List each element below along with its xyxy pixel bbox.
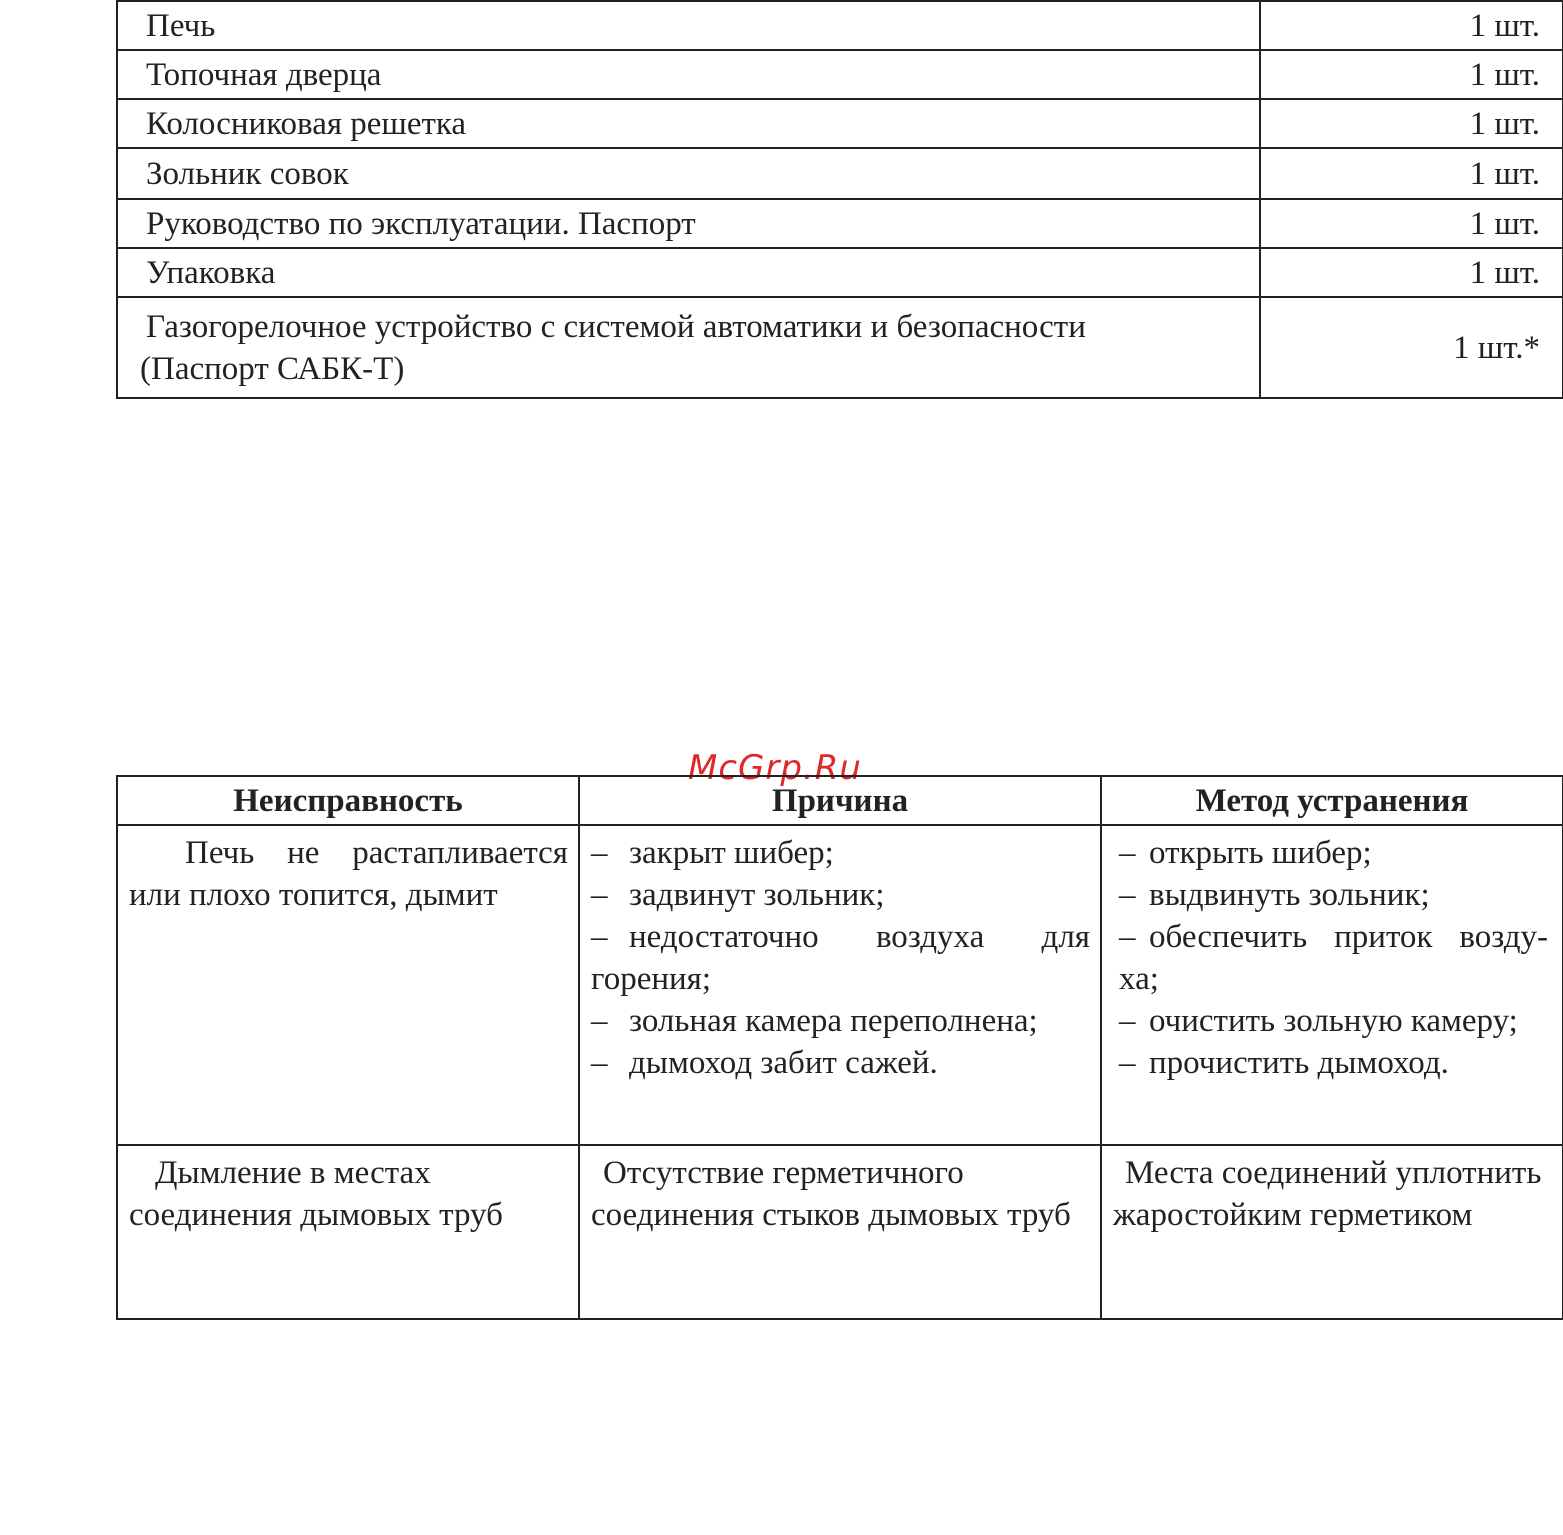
table-row <box>117 99 1563 148</box>
faults-table <box>116 775 1563 1320</box>
table-row <box>117 1 1563 50</box>
item-name <box>117 297 1260 398</box>
causes-cell <box>579 825 1101 1145</box>
item-name: Колосниковая решетка <box>117 99 1260 148</box>
dash-mark: – <box>1119 835 1136 871</box>
item-name: Зольник совок <box>117 148 1260 199</box>
list-item <box>1113 874 1548 916</box>
list-item <box>591 874 1090 916</box>
header-cause: Причина <box>579 776 1101 825</box>
fault-text: Печь не растапливается или плохо топится, дымит <box>129 835 568 913</box>
item-name: Упаковка <box>117 248 1260 297</box>
remedy-text: выдвинуть зольник; <box>1149 877 1430 913</box>
cause-cell <box>579 1145 1101 1319</box>
remedy-text: очистить зольную камеру; <box>1149 1003 1518 1039</box>
remedy-text-line1: обеспечить приток возду- <box>1149 919 1548 955</box>
fault-cell <box>117 1145 579 1319</box>
table-row <box>117 199 1563 248</box>
remedy-text: открыть шибер; <box>1149 835 1372 871</box>
remedies-cell <box>1101 825 1563 1145</box>
table-row <box>117 248 1563 297</box>
list-item <box>1113 916 1548 1000</box>
cause-text-line1: недостаточно воздуха для <box>629 919 1090 955</box>
table-row <box>117 50 1563 99</box>
dash-mark: – <box>591 919 608 955</box>
item-qty: 1 шт. <box>1260 50 1563 99</box>
item-name: Печь <box>117 1 1260 50</box>
item-qty: 1 шт.* <box>1260 297 1563 398</box>
item-qty: 1 шт. <box>1260 148 1563 199</box>
header-remedy: Метод устранения <box>1101 776 1563 825</box>
table-header-row <box>117 776 1563 825</box>
list-item <box>1113 1000 1548 1042</box>
table-row <box>117 1145 1563 1319</box>
watermark: McGrp.Ru <box>688 748 862 788</box>
cause-text: задвинут зольник; <box>629 877 885 913</box>
item-qty: 1 шт. <box>1260 1 1563 50</box>
item-qty: 1 шт. <box>1260 199 1563 248</box>
cause-text: дымоход забит сажей. <box>629 1045 938 1081</box>
dash-mark: – <box>591 1045 608 1081</box>
dash-mark: – <box>591 835 608 871</box>
header-fault: Неисправность <box>117 776 579 825</box>
item-name: Руководство по эксплуатации. Паспорт <box>117 199 1260 248</box>
fault-text: Дымление в местах соединения дымовых труб <box>129 1155 503 1233</box>
table-row <box>117 297 1563 398</box>
list-item <box>1113 1042 1548 1084</box>
table-row <box>117 825 1563 1145</box>
list-item <box>591 916 1090 1000</box>
list-item <box>591 1000 1090 1042</box>
table-row <box>117 148 1563 199</box>
dash-mark: – <box>1119 1003 1136 1039</box>
cause-text: зольная камера переполнена; <box>629 1003 1038 1039</box>
dash-mark: – <box>1119 1045 1136 1081</box>
item-qty: 1 шт. <box>1260 248 1563 297</box>
dash-mark: – <box>591 1003 608 1039</box>
list-item <box>1113 832 1548 874</box>
cause-text-line2: горения; <box>591 961 712 997</box>
remedy-text: Места соединений уплотнить жаростойким герметиком <box>1113 1155 1542 1233</box>
list-item <box>591 832 1090 874</box>
cause-text: Отсутствие герметичного соединения стыков дымовых труб <box>591 1155 1071 1233</box>
list-item <box>591 1042 1090 1084</box>
remedy-text-line2: ха; <box>1119 961 1159 997</box>
item-name-line1: Газогорелочное устройство с системой автоматики и безопасности <box>146 308 1086 345</box>
item-qty: 1 шт. <box>1260 99 1563 148</box>
dash-mark: – <box>1119 877 1136 913</box>
remedy-text: прочистить дымоход. <box>1149 1045 1449 1081</box>
contents-table <box>116 0 1563 399</box>
cause-text: закрыт шибер; <box>629 835 834 871</box>
fault-cell <box>117 825 579 1145</box>
remedy-cell <box>1101 1145 1563 1319</box>
dash-mark: – <box>591 877 608 913</box>
item-name: Топочная дверца <box>117 50 1260 99</box>
item-name-line2: (Паспорт САБК-Т) <box>140 350 405 387</box>
dash-mark: – <box>1119 919 1136 955</box>
